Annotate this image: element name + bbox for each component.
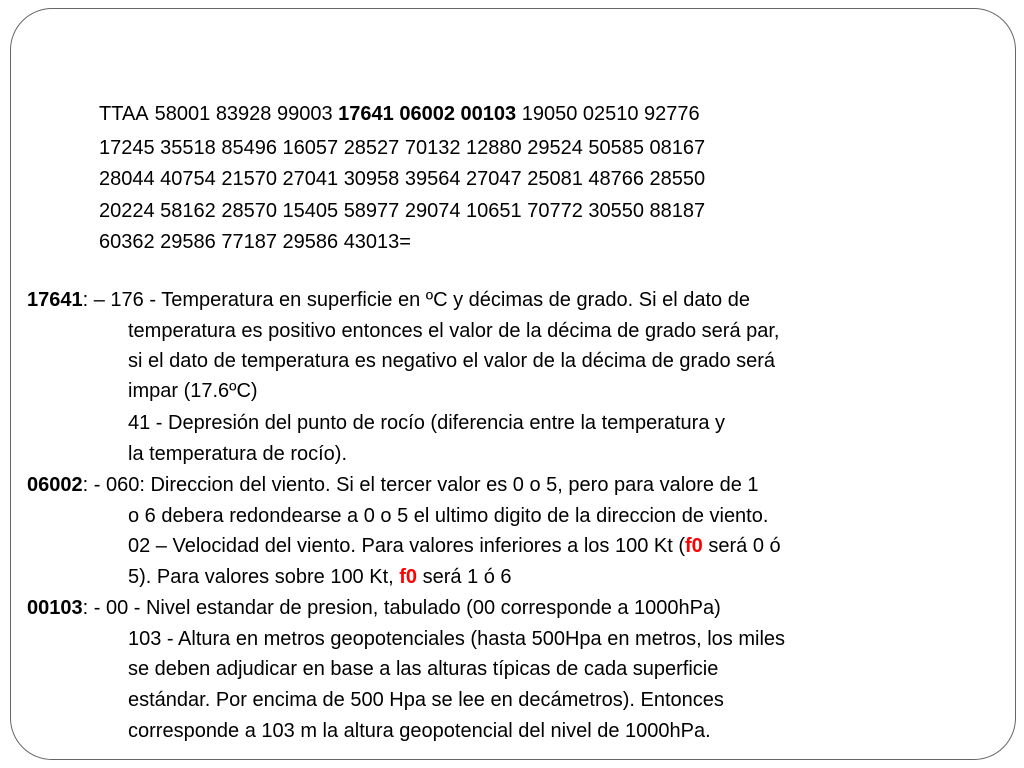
group-00103-line: estándar. Por encima de 500 Hpa se lee en decámetros). Entonces — [128, 689, 724, 711]
group-00103-line: se deben adjudicar en base a las alturas típicas de cada superficie — [128, 658, 719, 680]
group-text: : – 176 - Temperatura en superficie en ºC y décimas de grado. Si el dato de — [82, 289, 750, 311]
group-code: 06002 — [27, 474, 83, 496]
group-00103-line: 103 - Altura en metros geopotenciales (hasta 500Hpa en metros, los miles — [128, 628, 786, 650]
f0-highlight: f0 — [399, 566, 418, 588]
message-line: 60362 29586 77187 29586 43013= — [99, 231, 411, 253]
message-groups: 58001 83928 99003 — [154, 103, 333, 125]
message-line — [99, 99, 700, 129]
f0-highlight: f0 — [685, 535, 703, 557]
group-text: será 1 ó 6 — [417, 566, 512, 588]
group-code: 17641 — [27, 289, 83, 311]
group-text: será 0 ó — [702, 535, 781, 557]
group-00103-line — [27, 593, 721, 623]
group-17641-line: impar (17.6ºC) — [128, 380, 258, 402]
message-line: 17245 35518 85496 16057 28527 70132 12880 29524 50585 08167 — [99, 137, 706, 159]
group-06002-line — [128, 531, 781, 561]
group-17641-line — [27, 285, 750, 315]
group-06002-line: o 6 debera redondearse a 0 o 5 el ultimo digito de la direccion de viento. — [128, 505, 769, 527]
group-text: : - 00 - Nivel estandar de presion, tabulado (00 corresponde a 1000hPa) — [82, 597, 721, 619]
group-06002-line — [128, 562, 512, 592]
message-groups: 19050 02510 92776 — [521, 103, 700, 125]
group-17641-line: temperatura es positivo entonces el valor de la décima de grado será par, — [128, 320, 780, 342]
group-00103-line: corresponde a 103 m la altura geopotencial del nivel de 1000hPa. — [128, 720, 711, 742]
group-17641-line: si el dato de temperatura es negativo el valor de la décima de grado será — [128, 350, 776, 372]
message-line: 20224 58162 28570 15405 58977 29074 10651 70772 30550 88187 — [99, 200, 706, 222]
message-highlight-groups: 17641 06002 00103 — [338, 103, 517, 125]
group-17641-line: 41 - Depresión del punto de rocío (diferencia entre la temperatura y — [128, 412, 726, 434]
message-line: 28044 40754 21570 27041 30958 39564 27047 25081 48766 28550 — [99, 168, 706, 190]
message-prefix: TTAA — [99, 103, 149, 125]
group-text: : - 060: Direccion del viento. Si el tercer valor es 0 o 5, pero para valore de 1 — [82, 474, 759, 496]
group-text: 02 – Velocidad del viento. Para valores inferiores a los 100 Kt ( — [128, 535, 685, 557]
group-17641-line: la temperatura de rocío). — [128, 443, 347, 465]
group-code: 00103 — [27, 597, 83, 619]
group-06002-line — [27, 470, 759, 500]
group-text: 5). Para valores sobre 100 Kt, — [128, 566, 400, 588]
